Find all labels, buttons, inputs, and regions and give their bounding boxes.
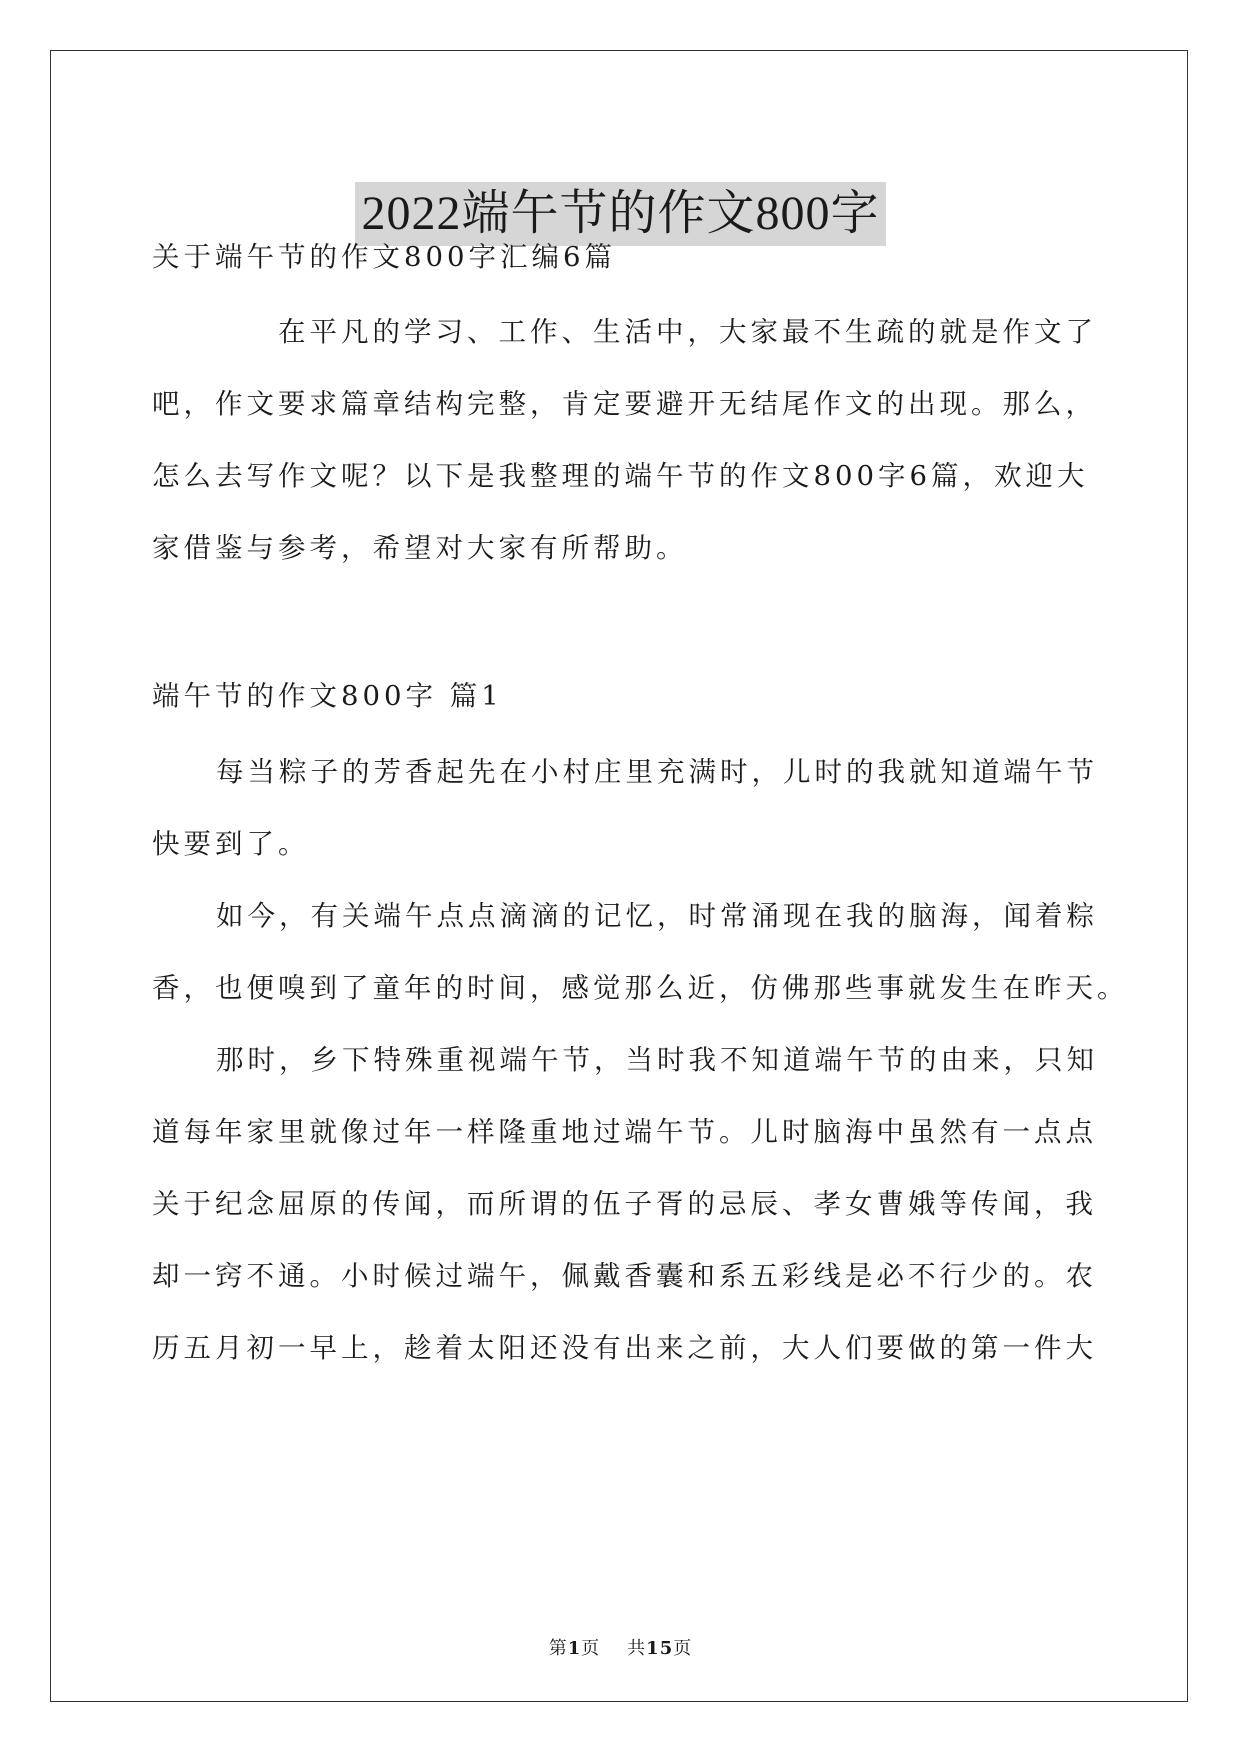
body-line-4: 香，也便嗅到了童年的时间，感觉那么近，仿佛那些事就发生在昨天。 <box>152 972 1129 1004</box>
body-line-2: 快要到了。 <box>152 828 310 860</box>
intro-line-2: 吧，作文要求篇章结构完整，肯定要避开无结尾作文的出现。那么， <box>152 388 1097 420</box>
body-line-5: 那时，乡下特殊重视端午节，当时我不知道端午节的由来，只知 <box>216 1044 1098 1076</box>
footer-total-pages: 15 <box>646 1638 674 1659</box>
footer-page-prefix: 第 <box>548 1638 568 1659</box>
page-border <box>50 50 1188 1702</box>
body-line-7: 关于纪念屈原的传闻，而所谓的伍子胥的忌辰、孝女曹娥等传闻，我 <box>152 1188 1097 1220</box>
body-line-6: 道每年家里就像过年一样隆重地过端午节。儿时脑海中虽然有一点点 <box>152 1116 1097 1148</box>
footer-total-prefix: 共 <box>627 1638 647 1659</box>
document-title: 2022端午节的作文800字 <box>355 182 885 246</box>
page-footer <box>0 1634 1241 1660</box>
body-line-8: 却一窍不通。小时候过端午，佩戴香囊和系五彩线是必不行少的。农 <box>152 1260 1097 1292</box>
body-line-9: 历五月初一早上，趁着太阳还没有出来之前，大人们要做的第一件大 <box>152 1332 1097 1364</box>
footer-page-number: 1 <box>567 1638 582 1659</box>
section-heading: 端午节的作文800字 篇1 <box>152 680 503 712</box>
footer-total-suffix: 页 <box>673 1638 693 1659</box>
body-line-1: 每当粽子的芳香起先在小村庄里充满时，儿时的我就知道端午节 <box>216 756 1098 788</box>
footer-page-suffix: 页 <box>581 1638 601 1659</box>
intro-line-1: 在平凡的学习、工作、生活中，大家最不生疏的就是作文了 <box>278 316 1097 348</box>
body-line-3: 如今，有关端午点点滴滴的记忆，时常涌现在我的脑海，闻着粽 <box>216 900 1098 932</box>
intro-line-4: 家借鉴与参考，希望对大家有所帮助。 <box>152 532 688 564</box>
intro-line-3: 怎么去写作文呢？以下是我整理的端午节的作文800字6篇，欢迎大 <box>152 460 1089 492</box>
document-subtitle: 关于端午节的作文800字汇编6篇 <box>152 241 616 273</box>
